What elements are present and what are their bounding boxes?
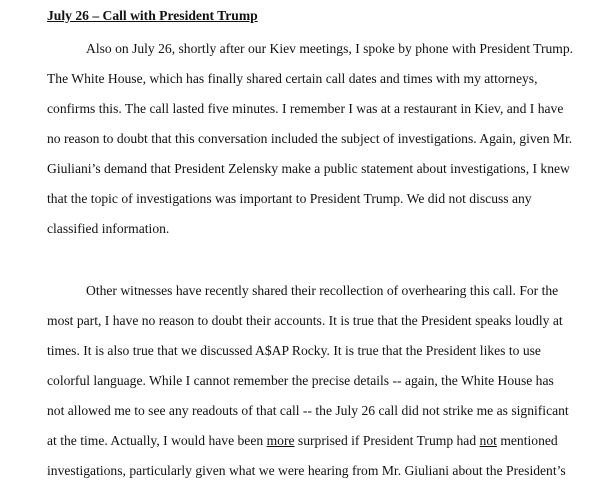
emphasis-more: more [266,433,295,448]
paragraph-1-line-3: confirms this. The call lasted five minutes. I remember I was at a restaurant in Kiev, and I have [47,101,564,116]
line-6-text-c: mentioned [496,433,558,448]
paragraph-2-line-3: times. It is also true that we discussed A$AP Rocky. It is true that the President likes to use [47,343,541,358]
line-6-text-a: at the time. Actually, I would have been [47,433,267,448]
paragraph-2-line-6 [47,432,558,450]
line-6-text-b: surprised if President Trump had [294,433,480,448]
paragraph-2-line-4: colorful language. While I cannot remember the precise details -- again, the White House has [47,373,554,388]
emphasis-not: not [479,433,497,448]
paragraph-2-line-5: not allowed me to see any readouts of that call -- the July 26 call did not strike me as significant [47,403,569,418]
paragraph-2-line-2: most part, I have no reason to doubt their accounts. It is true that the President speaks loudly at [47,313,563,328]
paragraph-1-line-1: Also on July 26, shortly after our Kiev meetings, I spoke by phone with President Trump. [86,41,574,56]
paragraph-2-line-1: Other witnesses have recently shared their recollection of overhearing this call. For the [86,283,559,298]
paragraph-1-line-5: Giuliani’s demand that President Zelensky make a public statement about investigations, I knew [47,161,570,176]
paragraph-1-line-6: that the topic of investigations was important to President Trump. We did not discuss any [47,191,532,206]
paragraph-2-line-7: investigations, particularly given what we were hearing from Mr. Giuliani about the President’s [47,463,566,478]
paragraph-1-line-7: classified information. [47,221,170,236]
paragraph-1-line-4: no reason to doubt that this conversation included the subject of investigations. Again, given Mr. [47,131,573,146]
section-heading: July 26 – Call with President Trump [47,8,258,23]
paragraph-1-line-2: The White House, which has finally shared certain call dates and times with my attorneys, [47,71,538,86]
